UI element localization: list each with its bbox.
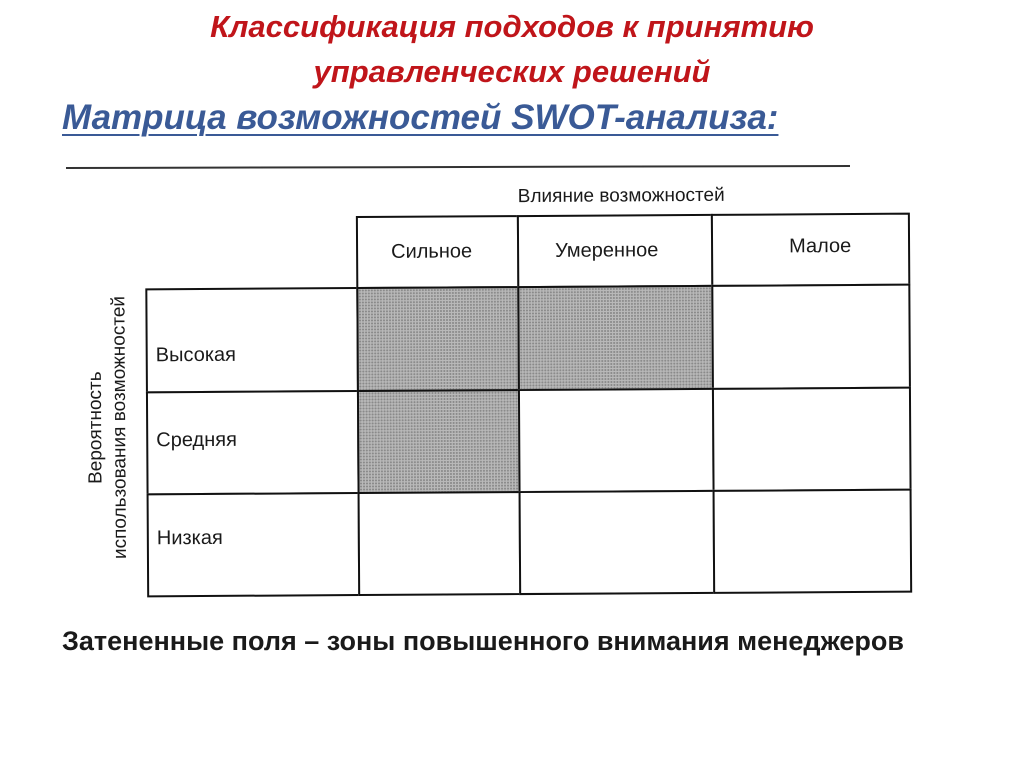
row-label-low: Низкая	[156, 526, 223, 550]
matrix-cell-high-moderate	[517, 285, 714, 391]
column-axis-label: Влияние возможностей	[517, 184, 725, 208]
column-label-strong: Сильное	[391, 240, 473, 263]
matrix-cell-high-low	[711, 284, 911, 390]
row-header-high	[145, 287, 359, 393]
slide-title-line-2: управленческих решений	[313, 54, 711, 89]
row-label-high: Высокая	[155, 343, 237, 367]
matrix-cell-medium-low	[712, 387, 912, 492]
matrix-cell-low-low	[713, 489, 913, 594]
matrix-cell-medium-moderate	[518, 388, 715, 493]
row-axis-label	[83, 296, 133, 559]
shaded-fields-note: Затененные поля – зоны повышенного внимания менеджеров	[62, 626, 904, 656]
slide-title-line-1: Классификация подходов к принятию	[210, 9, 814, 44]
matrix-cell-low-strong	[358, 491, 522, 596]
row-axis-label-line-1: Вероятность	[84, 371, 107, 484]
matrix-cell-medium-strong	[357, 389, 521, 494]
matrix-cell-high-strong	[356, 286, 520, 392]
row-label-medium: Средняя	[156, 428, 237, 452]
slide-subtitle: Матрица возможностей SWOT-анализа:	[62, 98, 779, 137]
column-label-low: Малое	[788, 235, 852, 258]
column-label-moderate: Умеренное	[555, 239, 659, 262]
matrix-cell-low-moderate	[519, 490, 716, 595]
row-axis-label-line-2: использования возможностей	[108, 295, 131, 560]
